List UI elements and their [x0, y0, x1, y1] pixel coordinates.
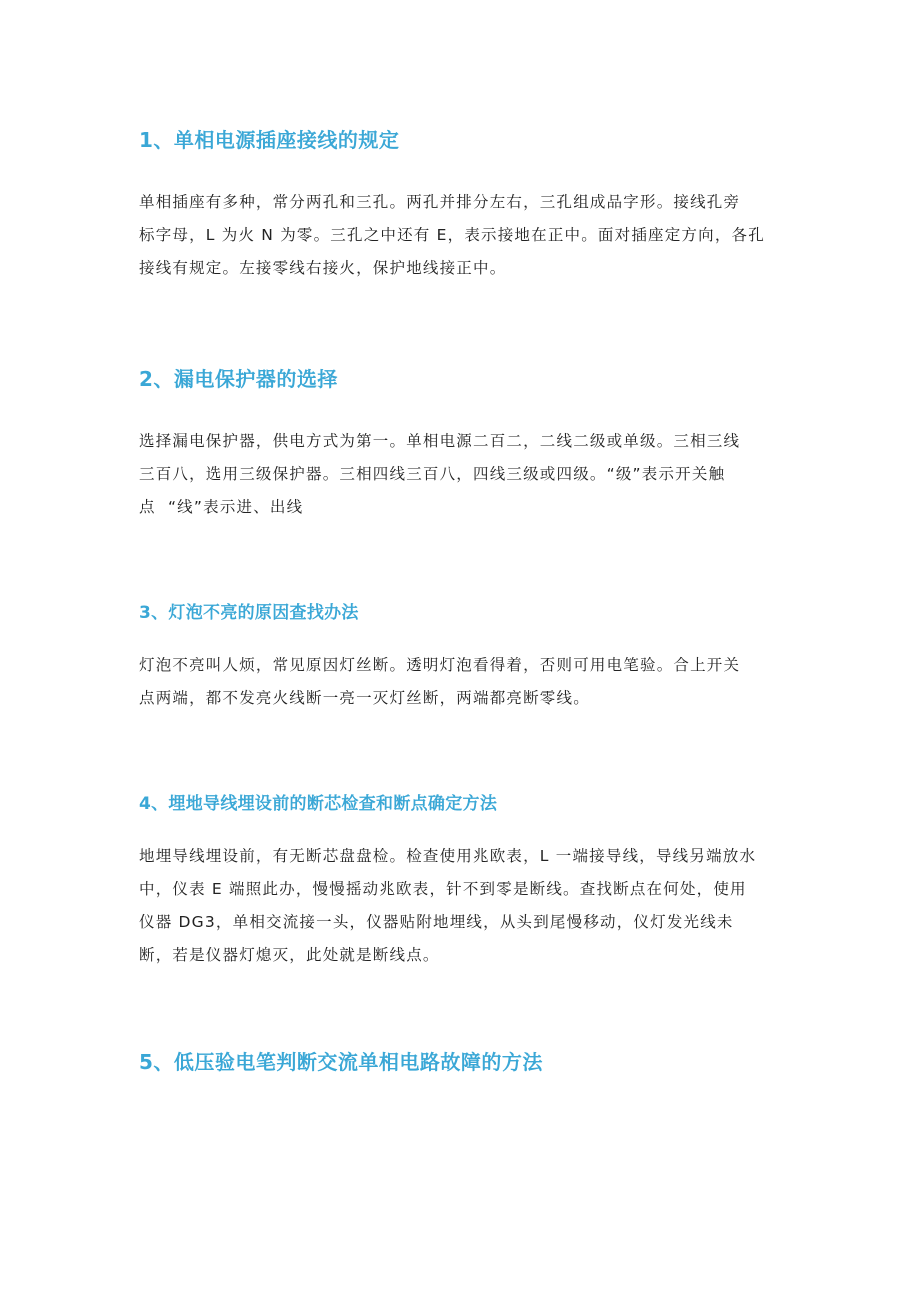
- section-3-heading: 3、灯泡不亮的原因查找办法: [139, 603, 359, 623]
- section-4-paragraph: [139, 840, 779, 972]
- section-5-heading: 5、低压验电笔判断交流单相电路故障的方法: [139, 1050, 543, 1074]
- paragraph-line: 单相插座有多种，常分两孔和三孔。两孔并排分左右，三孔组成品字形。接线孔旁: [139, 193, 741, 211]
- section-1-heading: 1、单相电源插座接线的规定: [139, 128, 400, 152]
- section-2-paragraph: [139, 425, 779, 524]
- section-3-paragraph: [139, 649, 779, 715]
- paragraph-line: 仪器 DG3，单相交流接一头，仪器贴附地埋线，从头到尾慢移动，仪灯发光线未: [139, 913, 734, 931]
- section-2-heading: 2、漏电保护器的选择: [139, 367, 338, 391]
- paragraph-line: 断，若是仪器灯熄灭，此处就是断线点。: [139, 946, 440, 964]
- section-1-paragraph: [139, 186, 779, 285]
- paragraph-line: 点两端，都不发亮火线断一亮一灭灯丝断，两端都亮断零线。: [139, 689, 590, 707]
- paragraph-line: 选择漏电保护器，供电方式为第一。单相电源二百二，二线二级或单级。三相三线: [139, 432, 741, 450]
- section-4-heading: 4、埋地导线埋设前的断芯检查和断点确定方法: [139, 794, 498, 814]
- paragraph-line: 中，仪表 E 端照此办，慢慢摇动兆欧表，针不到零是断线。查找断点在何处，使用: [139, 880, 747, 898]
- paragraph-line: 地埋导线埋设前，有无断芯盘盘检。检查使用兆欧表，L 一端接导线，导线另端放水: [139, 847, 757, 865]
- paragraph-line: 灯泡不亮叫人烦，常见原因灯丝断。透明灯泡看得着，否则可用电笔验。合上开关: [139, 656, 741, 674]
- paragraph-line: 标字母，L 为火 N 为零。三孔之中还有 E，表示接地在正中。面对插座定方向，各孔: [139, 226, 765, 244]
- paragraph-line: 三百八，选用三级保护器。三相四线三百八，四线三级或四级。“级”表示开关触: [139, 465, 726, 483]
- paragraph-line: 点 “线”表示进、出线: [139, 498, 304, 516]
- paragraph-line: 接线有规定。左接零线右接火，保护地线接正中。: [139, 259, 507, 277]
